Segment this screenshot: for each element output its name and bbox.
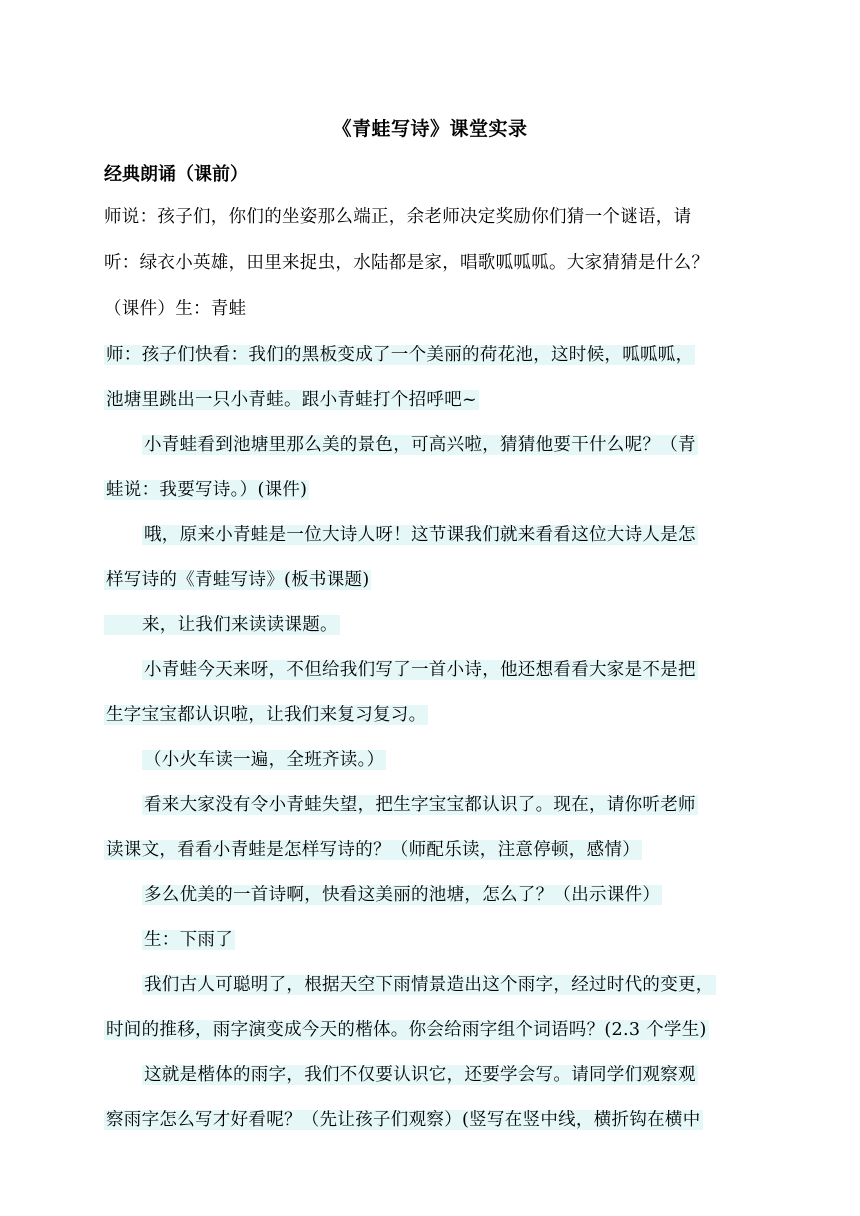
paragraph-line: 这就是楷体的雨字，我们不仅要认识它，还要学会写。请同学们观察观 bbox=[144, 1065, 696, 1085]
paragraph-line: （课件）生：青蛙 bbox=[104, 299, 247, 319]
paragraph-line: 池塘里跳出一只小青蛙。跟小青蛙打个招呼吧~ bbox=[106, 390, 477, 410]
paragraph-line: 听：绿衣小英雄，田里来捉虫，水陆都是家，唱歌呱呱呱。大家猜猜是什么？ bbox=[104, 253, 710, 273]
paragraph-line: 察雨字怎么写才好看呢？（先让孩子们观察）(竖写在竖中线，横折钩在横中 bbox=[106, 1110, 701, 1130]
paragraph-line: 小青蛙今天来呀，不但给我们写了一首小诗，他还想看看大家是不是把 bbox=[144, 660, 696, 680]
section-heading: 经典朗诵（课前） bbox=[104, 164, 248, 185]
paragraph-line: 师：孩子们快看：我们的黑板变成了一个美丽的荷花池，这时候，呱呱呱， bbox=[106, 345, 694, 365]
paragraph-line: 生字宝宝都认识啦，让我们来复习复习。 bbox=[106, 705, 427, 725]
paragraph-line: 看来大家没有令小青蛙失望，把生字宝宝都认识了。现在，请你听老师 bbox=[144, 795, 696, 815]
paragraph-line: 生：下雨了 bbox=[144, 930, 233, 950]
paragraph-line: 读课文，看看小青蛙是怎样写诗的？（师配乐读，注意停顿，感情） bbox=[106, 840, 640, 860]
paragraph-line: （小火车读一遍，全班齐读。） bbox=[144, 750, 385, 770]
paragraph-line: 我们古人可聪明了，根据天空下雨情景造出这个雨字，经过时代的变更， bbox=[144, 975, 714, 995]
paragraph-line: 小青蛙看到池塘里那么美的景色，可高兴啦，猜猜他要干什么呢？（青 bbox=[144, 435, 696, 455]
paragraph-line: 样写诗的《青蛙写诗》(板书课题) bbox=[106, 570, 370, 590]
document-title: 《青蛙写诗》课堂实录 bbox=[332, 118, 528, 140]
paragraph-line: 多么优美的一首诗啊，快看这美丽的池塘，怎么了？（出示课件） bbox=[144, 885, 661, 905]
paragraph-line: 来，让我们来读读课题。 bbox=[104, 611, 340, 639]
paragraph-line: 时间的推移，雨字演变成今天的楷体。你会给雨字组个词语吗？(2.3 个学生) bbox=[106, 1020, 707, 1040]
paragraph-line: 哦，原来小青蛙是一位大诗人呀！这节课我们就来看看这位大诗人是怎 bbox=[144, 525, 696, 545]
paragraph-line: 蛙说：我要写诗。）(课件) bbox=[106, 480, 308, 500]
paragraph-line: 师说：孩子们，你们的坐姿那么端正，余老师决定奖励你们猜一个谜语，请 bbox=[104, 207, 692, 227]
